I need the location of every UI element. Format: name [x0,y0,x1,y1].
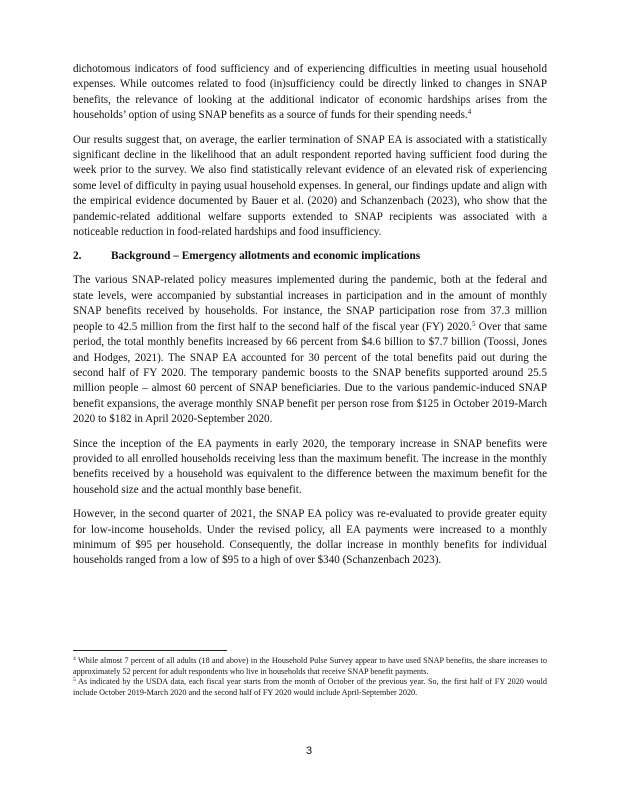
footnote-divider [73,650,227,651]
footnote-ref-5[interactable]: 5 [471,319,476,328]
paragraph-2-text: Our results suggest that, on average, the earlier termination of SNAP EA is associated with a statistically significant decline in the likelihood that an adult respondent reported having sufficient food during the week prior to the survey. We also find statistically relevant evidence of an elevated risk of experiencing some level of difficulty in paying usual household expenses. In general, our findings update and align with the empirical evidence documented by Bauer et al. (2020) and Schanzenbach (2023), who show that the pandemic-related additional welfare supports extended to SNAP recipients was associated with a noticeable reduction in food-related hardships and food insufficiency. [73,133,547,239]
section-number: 2. [73,250,82,263]
paragraph-2 [73,133,547,241]
paragraph-5 [73,507,547,569]
section-title: Background – Emergency allotments and economic implications [111,250,421,263]
footnote-ref-4[interactable]: 4 [467,108,472,117]
footnote-5 [73,677,547,698]
body-text [73,62,547,578]
footnote-4-text: While almost 7 percent of all adults (18 and above) in the Household Pulse Survey appear to have used SNAP benefits, the share increases to approximately 52 percent for adult respondents who live in households that receive SNAP benefit payments. [73,656,547,676]
footnote-4-mark: 4 [73,656,76,662]
paragraph-4 [73,437,547,499]
paragraph-5-text: However, in the second quarter of 2021, the SNAP EA policy was re-evaluated to provide greater equity for low-income households. Under the revised policy, all EA payments were increased to a monthly minimum of $95 per household. Consequently, the dollar increase in monthly benefits for individual households ranged from a low of $95 to a high of over $340 (Schanzenbach 2023). [73,508,547,567]
footnotes [73,656,547,698]
paragraph-3-text-after: Over that same period, the total monthly benefits increased by 66 percent from $4.6 billion to $7.7 billion (Toossi, Jones and Hodges, 2021). The SNAP EA accounted for 30 percent of the total benefits paid out during the second half of FY 2020. The temporary pandemic boosts to the SNAP benefits supported around 25.5 million people – almost 60 percent of SNAP beneficiaries. Due to the various pandemic-induced SNAP benefit expansions, the average monthly SNAP benefit per person rose from $125 in October 2019-March 2020 to $182 in April 2020-September 2020. [73,320,547,426]
section-heading [73,249,547,264]
footnote-5-mark: 5 [73,677,76,684]
paragraph-1-text: dichotomous indicators of food sufficiency and of experiencing difficulties in meeting usual household expenses. While outcomes related to food (in)sufficiency could be directly linked to changes in SNAP benefits, the relevance of looking at the additional indicator of economic hardships arises from the households’ option of using SNAP benefits as a source of funds for their spending needs. [73,63,547,122]
paragraph-4-text: Since the inception of the EA payments in early 2020, the temporary increase in SNAP benefits were provided to all enrolled households receiving less than the maximum benefit. The increase in the monthly benefits received by a household was equivalent to the difference between the maximum benefit for the household size and the actual monthly base benefit. [73,437,547,496]
footnote-5-text: As indicated by the USDA data, each fiscal year starts from the month of October of the previous year. So, the first half of FY 2020 would include October 2019-March 2020 and the second half of FY 2020 would include April-September 2020. [73,677,547,697]
paragraph-3-text-before: The various SNAP-related policy measures implemented during the pandemic, both at the federal and state levels, were accompanied by substantial increases in participation and in the amount of monthly SNAP benefits received by households. For instance, the SNAP participation rose from 37.3 million people to 42.5 million from the first half to the second half of the fiscal year (FY) 2020. [73,274,547,333]
page-number: 3 [305,745,313,757]
paragraph-1 [73,62,547,124]
paragraph-3 [73,273,547,427]
footnote-4 [73,656,547,677]
